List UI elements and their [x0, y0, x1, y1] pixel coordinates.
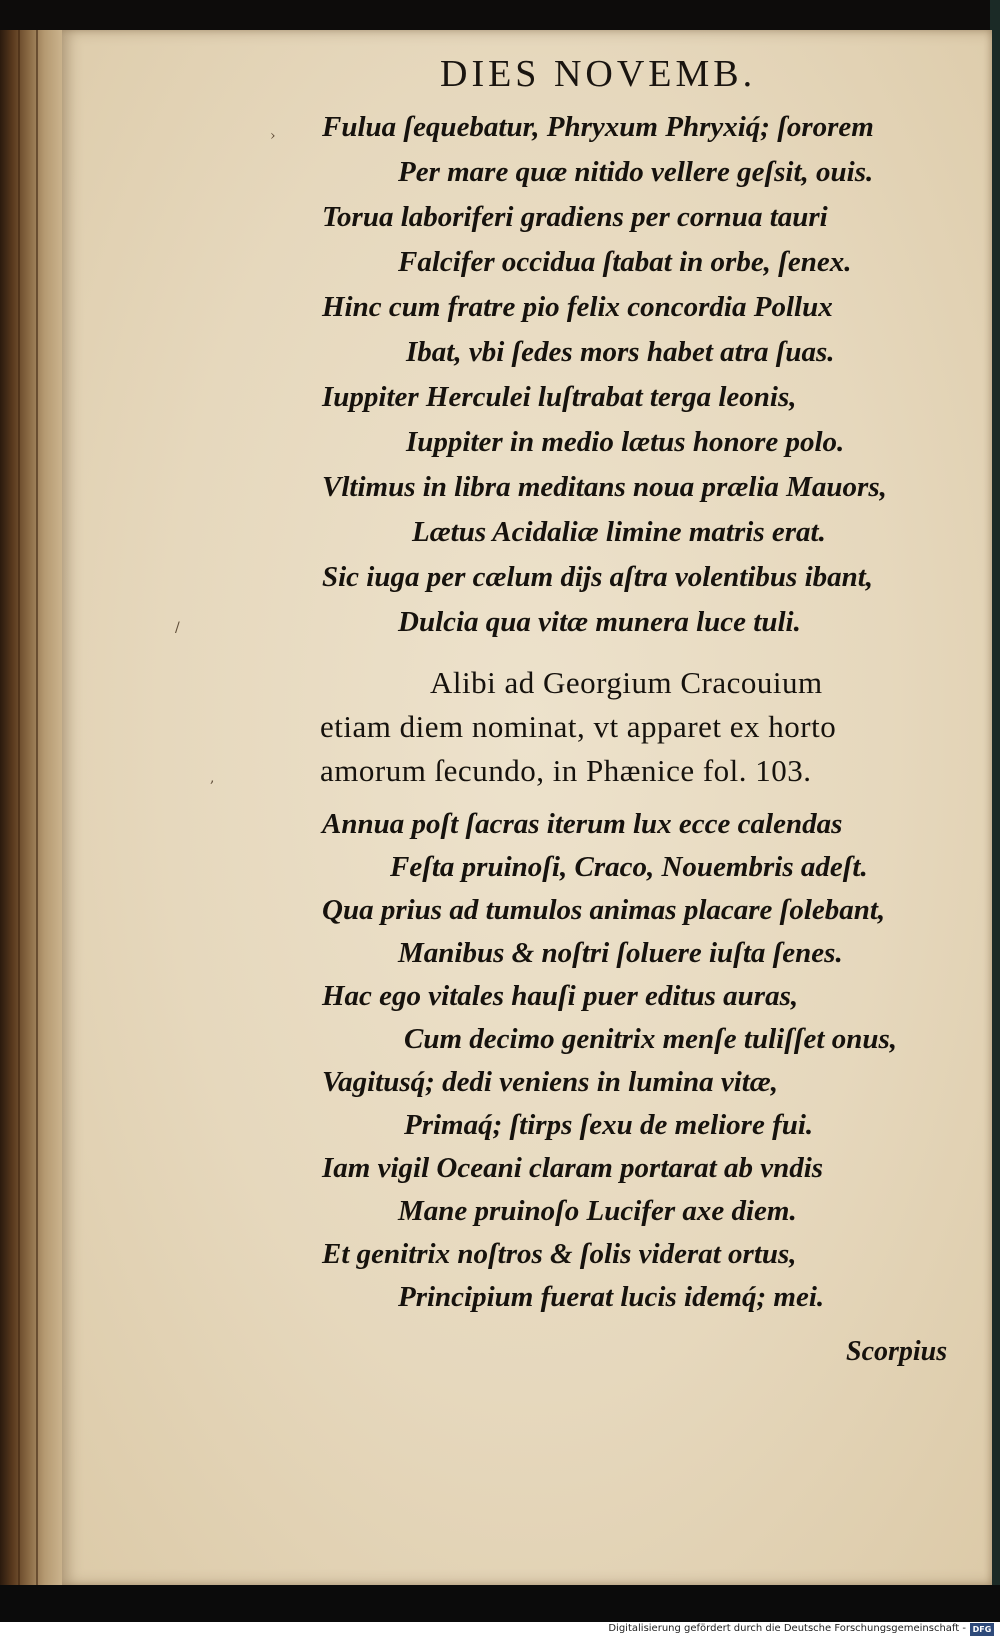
dfg-logo: DFG — [970, 1623, 994, 1636]
verse-line: Iam vigil Oceani claram portarat ab vndis — [322, 1152, 824, 1184]
verse-line: Iuppiter Herculei luſtrabat terga leonis, — [322, 381, 797, 413]
verse-line: Ibat, vbi ſedes mors habet atra ſuas. — [406, 336, 835, 368]
verse-line: Hac ego vitales hauſi puer editus auras, — [322, 980, 799, 1012]
verse-line: Primaq́; ſtirps ſexu de meliore fui. — [404, 1109, 814, 1141]
verse-line: Falcifer occidua ſtabat in orbe, ſenex. — [398, 246, 852, 278]
book-edge-line — [36, 30, 38, 1585]
page-speck: › — [270, 128, 276, 144]
verse-line: Feſta pruinoſi, Craco, Nouembris adeſt. — [390, 851, 868, 883]
running-header: DIES NOVEMB. — [440, 53, 757, 95]
verse-line: Hinc cum fratre pio felix concordia Pollux — [322, 291, 833, 323]
catchword: Scorpius — [846, 1336, 948, 1367]
verse-line: Annua poſt ſacras iterum lux ecce calendas — [322, 808, 843, 840]
prose-line: amorum ſecundo, in Phænice fol. 103. — [320, 753, 812, 788]
verse-line: Sic iuga per cælum dijs aſtra volentibus ibant, — [322, 561, 874, 593]
verse-line: Iuppiter in medio lætus honore polo. — [406, 426, 845, 458]
scan-top-margin — [0, 0, 1000, 34]
verse-line: Cum decimo genitrix menſe tuliſſet onus, — [404, 1023, 898, 1055]
page-speck: , — [210, 770, 215, 786]
prose-line: etiam diem nominat, vt apparet ex horto — [320, 709, 837, 744]
prose-line: Alibi ad Georgium Cracouium — [430, 665, 823, 700]
page-speck: / — [175, 620, 180, 636]
verse-line: Manibus & noſtri ſoluere iuſta ſenes. — [398, 937, 843, 969]
funding-notice: Digitalisierung gefördert durch die Deutsche Forschungsgemeinschaft - — [608, 1623, 966, 1634]
verse-line: Vltimus in libra meditans noua prælia Mauors, — [322, 471, 887, 503]
book-edge-line — [18, 30, 20, 1585]
verse-line: Per mare quæ nitido vellere geſsit, ouis. — [398, 156, 874, 188]
verse-line: Et genitrix noſtros & ſolis viderat ortus, — [322, 1238, 797, 1270]
verse-line: Principium fuerat lucis idemq́; mei. — [398, 1281, 825, 1313]
verse-line: Mane pruinoſo Lucifer axe diem. — [398, 1195, 797, 1227]
verse-line: Lætus Acidaliæ limine matris erat. — [412, 516, 826, 548]
book-edge — [0, 30, 64, 1585]
verse-line: Qua prius ad tumulos animas placare ſolebant, — [322, 894, 886, 926]
verse-line: Dulcia qua vitæ munera luce tuli. — [398, 606, 801, 638]
verse-line: Torua laboriferi gradiens per cornua tauri — [322, 201, 828, 233]
verse-line: Fulua ſequebatur, Phryxum Phryxiq́; ſororem — [322, 111, 874, 143]
verse-line: Vagitusq́; dedi veniens in lumina vitæ, — [322, 1066, 778, 1098]
